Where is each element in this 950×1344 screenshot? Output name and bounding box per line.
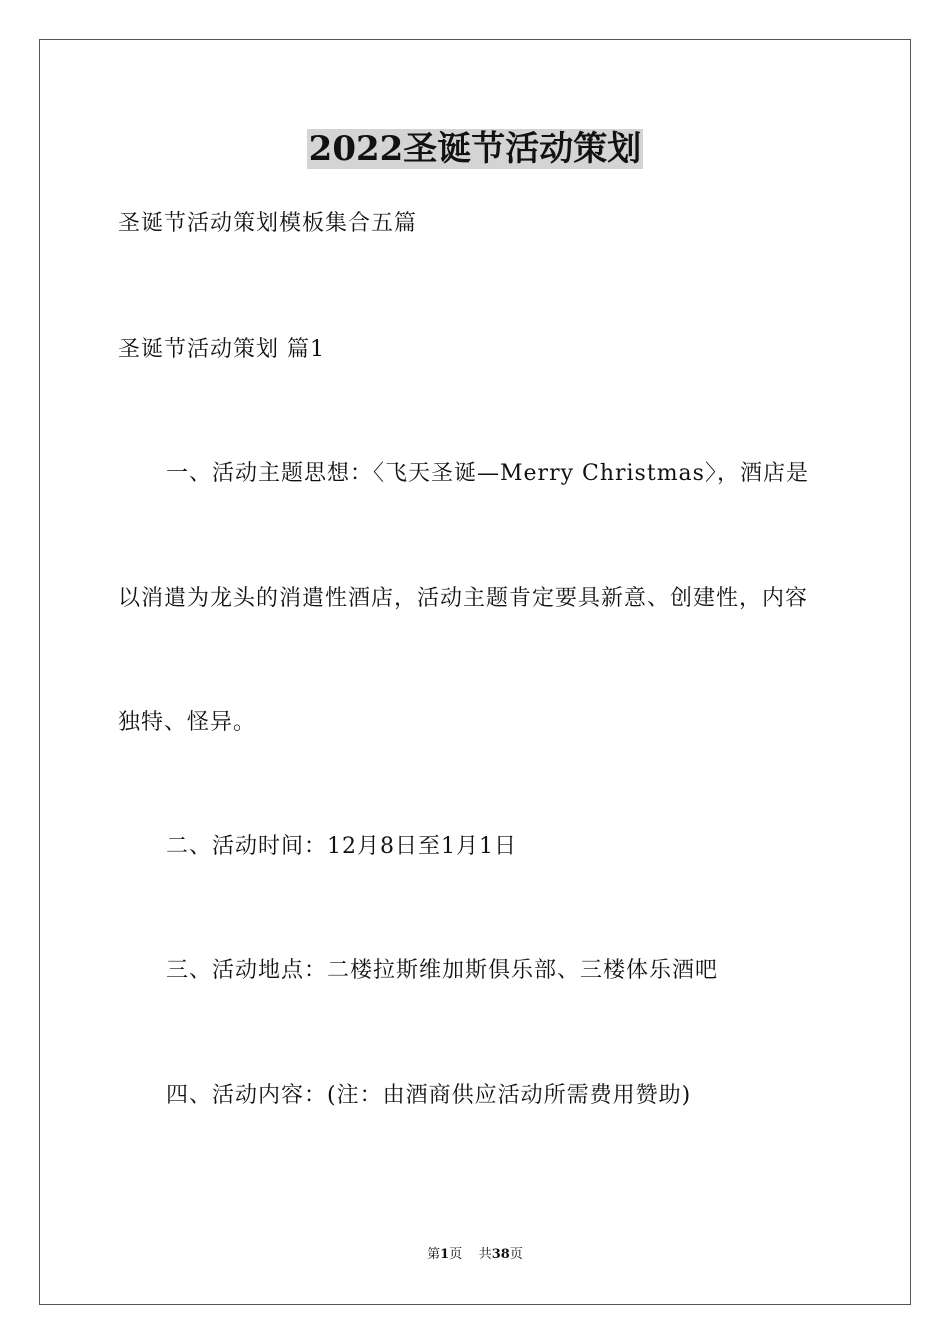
page-footer — [0, 1246, 950, 1264]
total-pages: 38 — [491, 1247, 510, 1262]
document-title — [0, 127, 950, 171]
page-suffix: 页 — [449, 1247, 463, 1262]
paragraph-line-3: 独特、怪异。 — [118, 710, 257, 735]
paragraph-activity-time: 二、活动时间：12月8日至1月1日 — [166, 834, 517, 859]
paragraph-activity-location: 三、活动地点：二楼拉斯维加斯俱乐部、三楼体乐酒吧 — [166, 958, 719, 983]
page-prefix: 第 — [427, 1247, 441, 1262]
document-subtitle: 圣诞节活动策划模板集合五篇 — [118, 211, 418, 236]
page-number: 1 — [440, 1247, 450, 1262]
paragraph-line-1: 一、活动主题思想：〈飞天圣诞—Merry Christmas〉，酒店是 — [166, 461, 809, 486]
document-title-text: 2022圣诞节活动策划 — [308, 129, 642, 169]
paragraph-line-2: 以消遣为龙头的消遣性酒店，活动主题肯定要具新意、创建性，内容 — [118, 586, 809, 611]
total-prefix: 共 — [478, 1247, 492, 1262]
total-suffix: 页 — [509, 1247, 523, 1262]
paragraph-activity-content: 四、活动内容：(注：由酒商供应活动所需费用赞助) — [166, 1083, 692, 1108]
section-heading: 圣诞节活动策划 篇1 — [118, 337, 325, 362]
